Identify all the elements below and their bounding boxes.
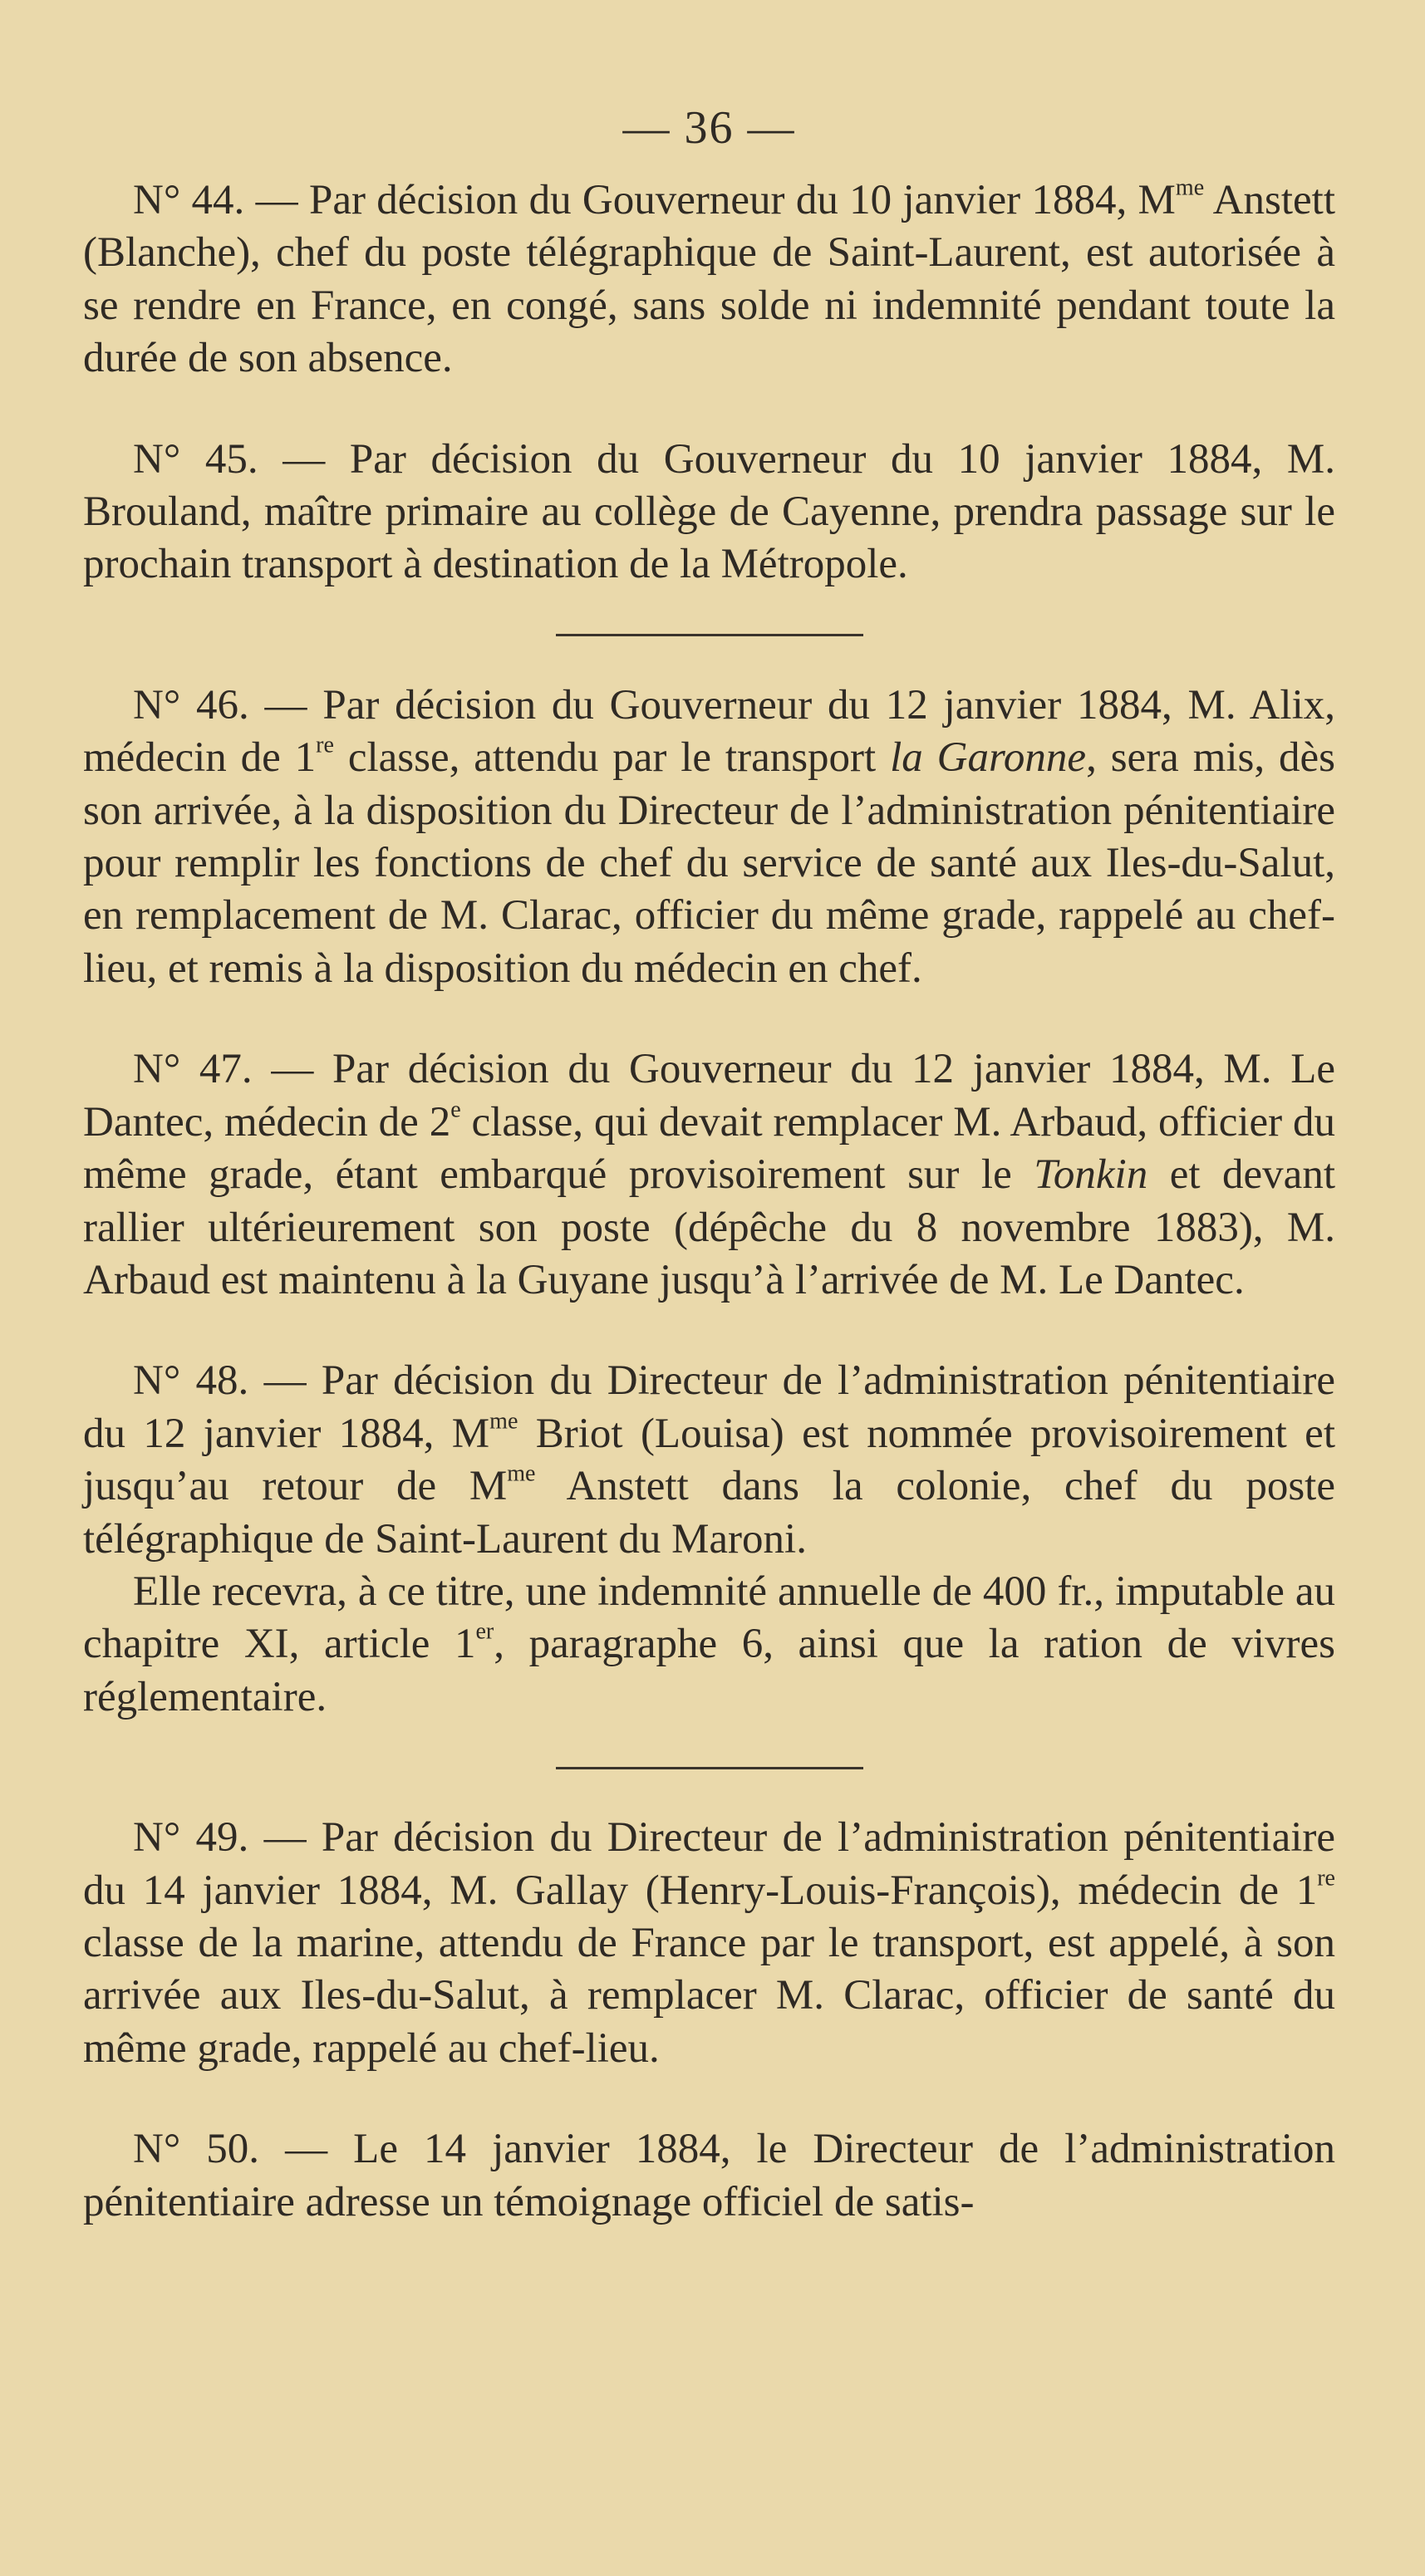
ship-name: la Garonne — [890, 734, 1087, 782]
entry-44 — [83, 174, 1335, 385]
separator-wrap — [83, 1724, 1335, 1812]
entry-46-text: N° 46. — Par décision du Gouverneur du 12 janvier 1884, M. Alix, médecin de 1re classe, attendu par le transport la Garonne, sera mis, dès son arrivée, à la disposition du Directeur de l’administration pénitentiaire pour remplir les fonctions de chef du service de santé aux Iles-du-Salut, en remplacement de M. Clarac, officier du même grade, rappelé au chef-lieu, et remis à la disposition du médecin en chef. — [83, 681, 1335, 992]
spacer — [83, 385, 1335, 434]
entry-48-paragraph-2: Elle recevra, à ce titre, une indemnité annuelle de 400 fr., imputable au chapitre XI, article 1er, paragraphe 6, ainsi que la ration de vivres réglementaire. — [83, 1568, 1335, 1720]
page-number: — 36 — — [622, 102, 796, 154]
entry-49-text: N° 49. — Par décision du Directeur de l’administration pénitentiaire du 14 janvier 1884, M. Gallay (Henry-Louis-François), médecin de 1re classe de la marine, attendu de France par le transport, est appelé, à son arrivée aux Iles-du-Salut, à remplacer M. Clarac, officier de santé du même grade, rappelé au chef-lieu. — [83, 1814, 1335, 2072]
entry-49 — [83, 1812, 1335, 2075]
spacer — [83, 2075, 1335, 2123]
entry-48 — [83, 1355, 1335, 1724]
spacer — [83, 995, 1335, 1043]
entry-50-text: N° 50. — Le 14 janvier 1884, le Directeur de l’administration pénitentiaire adresse un témoignage officiel de satis- — [83, 2126, 1335, 2225]
entry-44-text: N° 44. — Par décision du Gouverneur du 10 janvier 1884, $M^{me}$ Anstett (Blanche), chef du poste télégraphique de Saint-Laurent, est autorisée à se rendre en France, en congé, sans solde ni indemnité pendant toute la durée de son absence. — [83, 174, 1335, 382]
entry-46 — [83, 680, 1335, 995]
entry-45 — [83, 434, 1335, 591]
entry-47-text: N° 47. — Par décision du Gouverneur du 12 janvier 1884, M. Le Dantec, médecin de 2e classe, qui devait remplacer M. Arbaud, officier du même grade, étant embarqué provisoirement sur le Tonkin et devant rallier ultérieurement son poste (dépêche du 8 novembre 1883), M. Arbaud est maintenu à la Guyane jusqu’à l’arrivée de M. Le Dantec. — [83, 1046, 1336, 1303]
entry-47 — [83, 1043, 1335, 1307]
horizontal-rule — [556, 1767, 863, 1769]
horizontal-rule — [556, 634, 863, 636]
ship-name: Tonkin — [1034, 1151, 1148, 1199]
separator-wrap — [83, 591, 1335, 680]
entry-48-text: N° 48. — Par décision du Directeur de l’administration pénitentiaire du 12 janvier 1884, $M^{me}$ Briot (Louisa) est nommée provisoirement et jusqu’au retour de $M^{me}$ Anstett dans la colonie, chef du poste télégraphique de Saint-Laurent du Maroni. — [83, 1357, 1335, 1563]
spacer — [83, 1307, 1335, 1355]
entry-45-text: N° 45. — Par décision du Gouverneur du 10 janvier 1884, M. Brouland, maître primaire au collège de Cayenne, prendra passage sur le prochain transport à destination de la Métropole. — [83, 435, 1335, 588]
entry-50 — [83, 2123, 1335, 2229]
